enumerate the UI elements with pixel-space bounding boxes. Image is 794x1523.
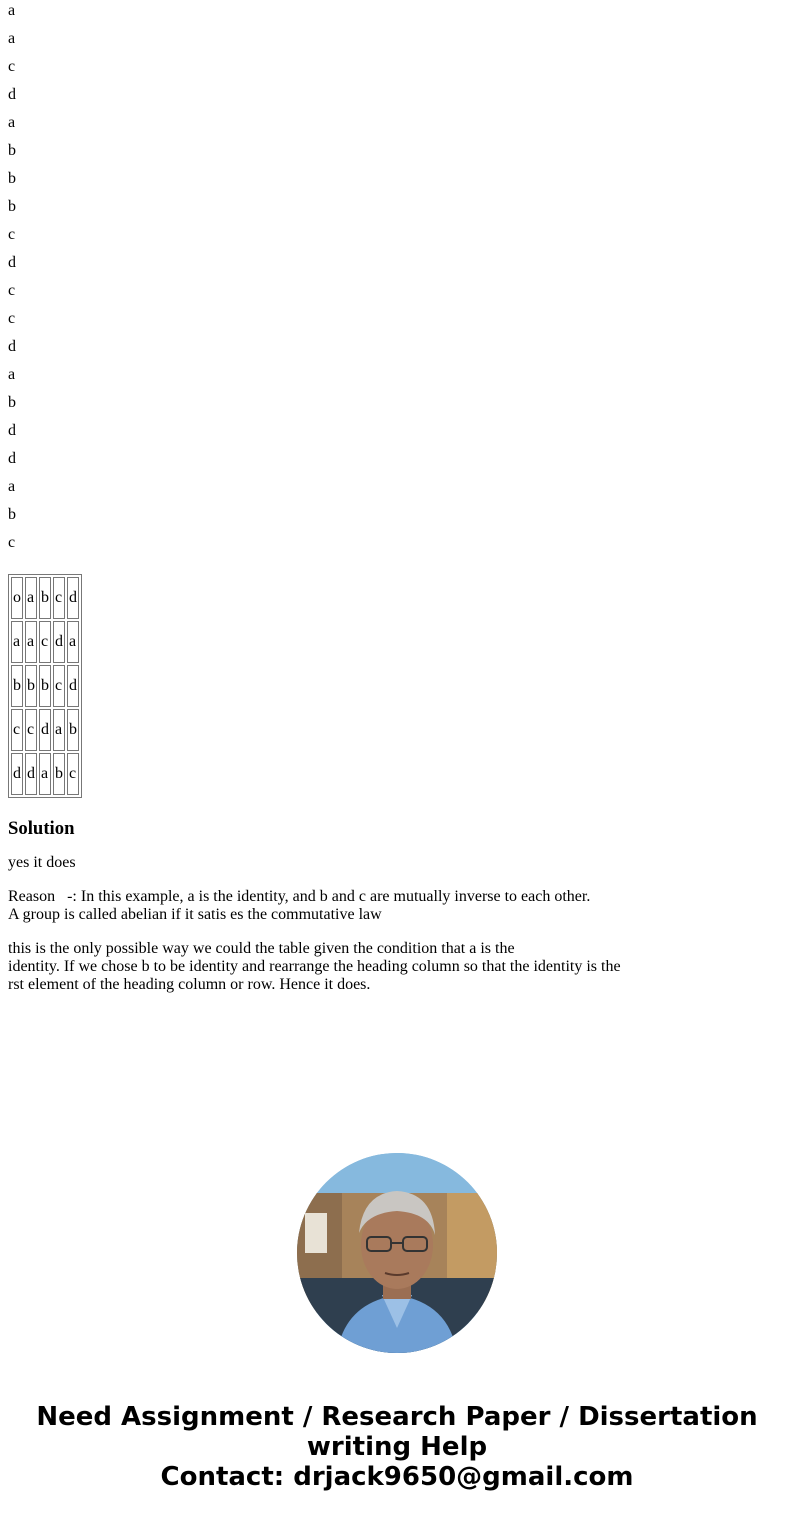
table-cell: b <box>67 709 79 751</box>
table-cell: a <box>25 577 37 619</box>
letter-item: a <box>8 2 16 19</box>
table-cell: o <box>11 577 23 619</box>
table-cell: c <box>53 665 65 707</box>
table-cell: a <box>67 621 79 663</box>
letter-item: a <box>8 366 16 383</box>
promo-banner <box>0 1402 794 1492</box>
table-cell: d <box>53 621 65 663</box>
table-cell: c <box>67 753 79 795</box>
table-cell: a <box>39 753 51 795</box>
letter-item: b <box>8 170 16 187</box>
table-row <box>11 665 79 707</box>
letter-item: c <box>8 282 16 299</box>
letter-item: d <box>8 86 16 103</box>
solution-answer: yes it does <box>8 854 76 871</box>
table-cell: a <box>53 709 65 751</box>
letter-item: d <box>8 254 16 271</box>
cayley-table <box>8 574 82 798</box>
table-cell: b <box>53 753 65 795</box>
table-row <box>11 621 79 663</box>
table-cell: a <box>25 621 37 663</box>
promo-contact: Contact: drjack9650@gmail.com <box>160 1462 634 1492</box>
letter-item: a <box>8 114 16 131</box>
author-photo <box>297 1153 497 1353</box>
letter-item: d <box>8 338 16 355</box>
author-avatar <box>297 1153 497 1353</box>
table-row <box>11 753 79 795</box>
table-cell: d <box>39 709 51 751</box>
explanation-line: rst element of the heading column or row. Hence it does. <box>8 976 371 993</box>
letter-item: c <box>8 58 16 75</box>
solution-reason <box>8 888 786 924</box>
table-cell: b <box>11 665 23 707</box>
promo-line: writing Help <box>306 1432 488 1462</box>
explanation-line: identity. If we chose b to be identity and rearrange the heading column so that the identity is the <box>8 958 621 975</box>
letter-item: b <box>8 142 16 159</box>
table-cell: c <box>11 709 23 751</box>
letter-item: c <box>8 534 16 551</box>
letter-item: d <box>8 450 16 467</box>
portrait-image <box>297 1153 497 1353</box>
table-cell: d <box>67 665 79 707</box>
letter-item: c <box>8 226 16 243</box>
table-cell: c <box>25 709 37 751</box>
letter-list <box>8 0 786 568</box>
table-row <box>11 709 79 751</box>
table-cell: b <box>25 665 37 707</box>
reason-line: A group is called abelian if it satis es the commutative law <box>8 906 382 923</box>
table-cell: b <box>39 665 51 707</box>
letter-item: c <box>8 310 16 327</box>
table-cell: d <box>67 577 79 619</box>
letter-item: a <box>8 30 16 47</box>
table-cell: c <box>53 577 65 619</box>
promo-line: Need Assignment / Research Paper / Dissertation <box>36 1402 758 1432</box>
table-cell: a <box>11 621 23 663</box>
explanation-line: this is the only possible way we could the table given the condition that a is the <box>8 940 515 957</box>
solution-explanation <box>8 940 786 994</box>
letter-item: d <box>8 422 16 439</box>
table-cell: c <box>39 621 51 663</box>
letter-item: b <box>8 394 16 411</box>
reason-line: Reason -: In this example, a is the identity, and b and c are mutually inverse to each other. <box>8 888 591 905</box>
table-cell: d <box>25 753 37 795</box>
letter-item: a <box>8 478 16 495</box>
table-cell: b <box>39 577 51 619</box>
table-cell: d <box>11 753 23 795</box>
table-row <box>11 577 79 619</box>
letter-item: b <box>8 198 16 215</box>
letter-item: b <box>8 506 16 523</box>
solution-heading: Solution <box>8 818 75 839</box>
